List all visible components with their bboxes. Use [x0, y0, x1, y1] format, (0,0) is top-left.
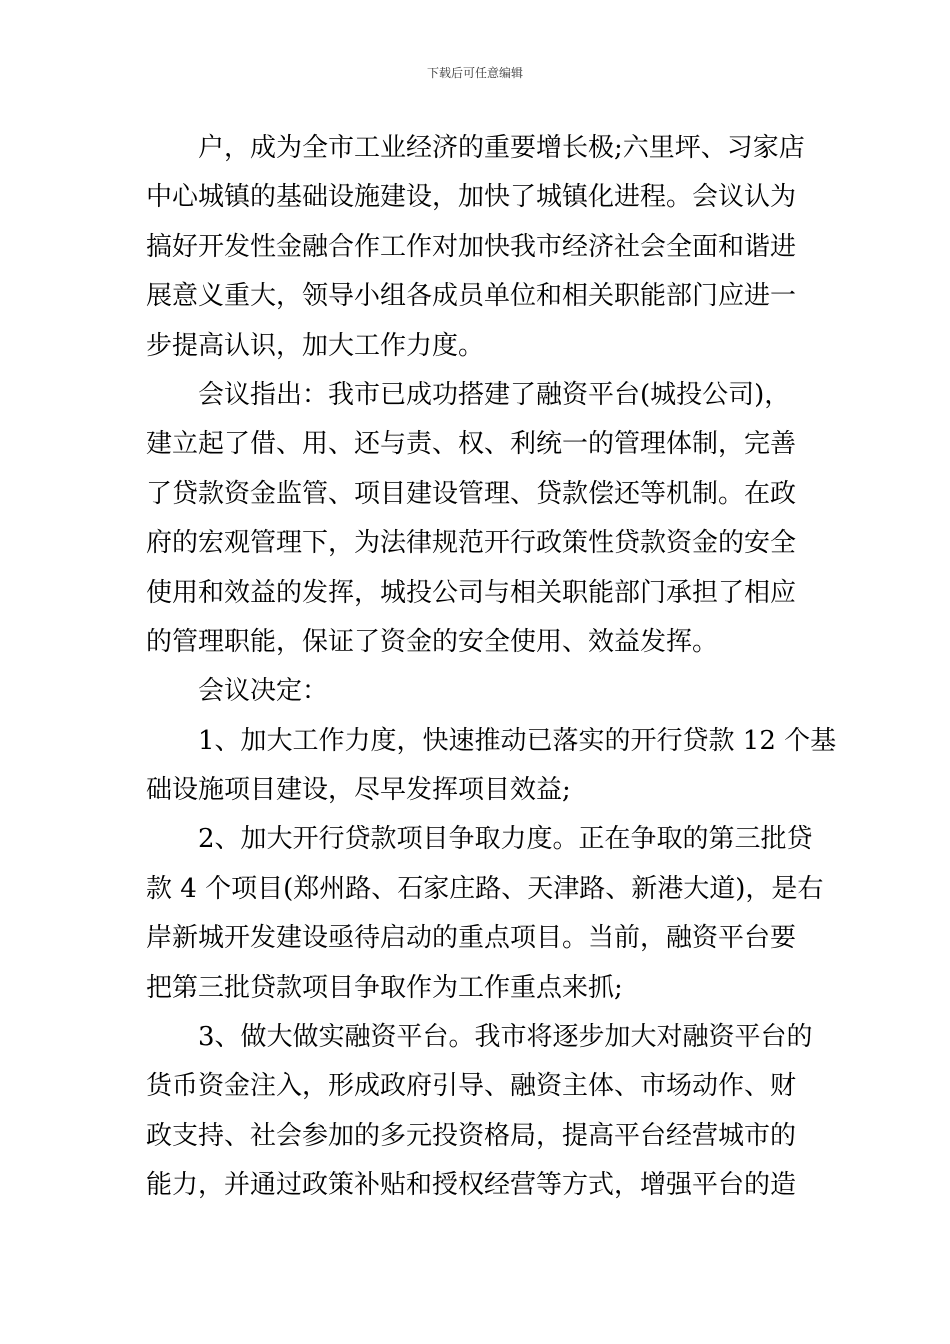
text-line: 把第三批贷款项目争取作为工作重点来抓; — [146, 972, 623, 1003]
text-line: 的管理职能，保证了资金的安全使用、效益发挥。 — [146, 626, 719, 657]
text-line: 会议指出：我市已成功搭建了融资平台(城投公司)， — [198, 379, 791, 410]
text-line: 款 4 个项目(郑州路、石家庄路、天津路、新港大道)，是右 — [146, 873, 824, 904]
text-line: 能力，并通过政策补贴和授权经营等方式，增强平台的造 — [146, 1170, 797, 1201]
text-line: 1、加大工作力度，快速推动已落实的开行贷款 12 个基 — [198, 725, 837, 756]
text-line: 础设施项目建设，尽早发挥项目效益; — [146, 775, 571, 806]
text-line: 岸新城开发建设亟待启动的重点项目。当前，融资平台要 — [146, 923, 797, 954]
text-line: 货币资金注入，形成政府引导、融资主体、市场动作、财 — [146, 1071, 797, 1102]
text-line: 政支持、社会参加的多元投资格局，提高平台经营城市的 — [146, 1120, 797, 1151]
text-line: 了贷款资金监管、项目建设管理、贷款偿还等机制。在政 — [146, 478, 797, 509]
text-line: 府的宏观管理下，为法律规范开行政策性贷款资金的安全 — [146, 528, 797, 559]
text-line: 建立起了借、用、还与责、权、利统一的管理体制，完善 — [146, 429, 797, 460]
document-body — [146, 124, 837, 1211]
text-line: 步提高认识，加大工作力度。 — [146, 330, 485, 361]
text-line: 3、做大做实融资平台。我市将逐步加大对融资平台的 — [198, 1022, 813, 1053]
text-line: 户，成为全市工业经济的重要增长极;六里坪、习家店 — [198, 133, 805, 163]
text-line: 2、加大开行贷款项目争取力度。正在争取的第三批贷 — [198, 824, 813, 855]
page-header: 下载后可任意编辑 — [426, 66, 523, 80]
text-line: 展意义重大，领导小组各成员单位和相关职能部门应进一 — [146, 281, 797, 312]
text-line: 会议决定： — [198, 676, 329, 707]
text-line: 搞好开发性金融合作工作对加快我市经济社会全面和谐进 — [146, 231, 797, 262]
text-line: 使用和效益的发挥，城投公司与相关职能部门承担了相应 — [146, 577, 797, 608]
text-line: 中心城镇的基础设施建设，加快了城镇化进程。会议认为 — [146, 182, 797, 213]
